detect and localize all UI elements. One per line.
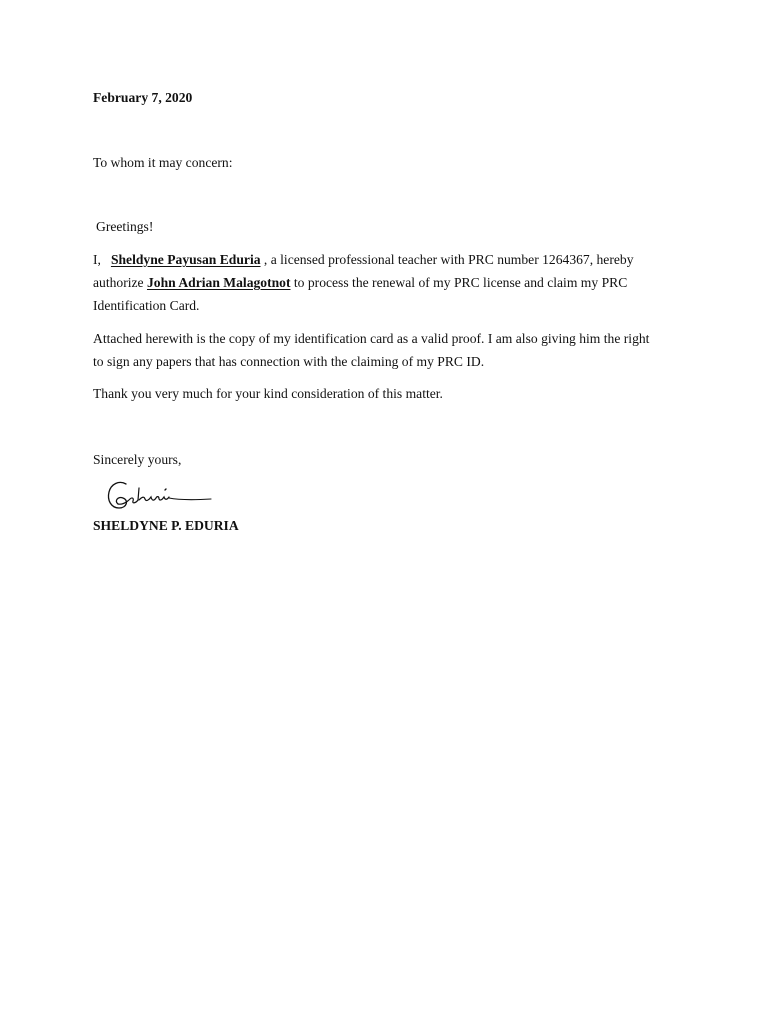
thanks-paragraph: [93, 382, 683, 405]
handwritten-signature: [99, 474, 219, 518]
grantor-name: Sheldyne Payusan Eduria: [110, 252, 261, 267]
paragraph-line: Attached herewith is the copy of my identification card as a valid proof. I am also giving him the right: [93, 331, 650, 346]
closing: Sincerely yours,: [93, 452, 182, 467]
greeting: Greetings!: [96, 219, 154, 234]
signer-name: SHELDYNE P. EDURIA: [93, 518, 239, 533]
salutation: To whom it may concern:: [93, 155, 233, 170]
paragraph-line: Thank you very much for your kind consideration of this matter.: [93, 386, 443, 401]
pronoun-text: I,: [93, 252, 101, 267]
paragraph-text: to process the renewal of my PRC license and claim my PRC: [290, 275, 628, 290]
paragraph-line: to sign any papers that has connection with the claiming of my PRC ID.: [93, 354, 485, 369]
grantee-name: John Adrian Malagotnot: [146, 275, 291, 290]
authorization-paragraph: [93, 248, 683, 317]
paragraph-line: [93, 248, 683, 271]
paragraph-text: authorize: [93, 275, 147, 290]
paragraph-line: Identification Card.: [93, 298, 200, 313]
letter-date: February 7, 2020: [93, 90, 193, 105]
attachment-paragraph: [93, 327, 683, 373]
paragraph-text: , a licensed professional teacher with PRC number 1264367, hereby: [260, 252, 634, 267]
paragraph-line: [93, 271, 683, 294]
